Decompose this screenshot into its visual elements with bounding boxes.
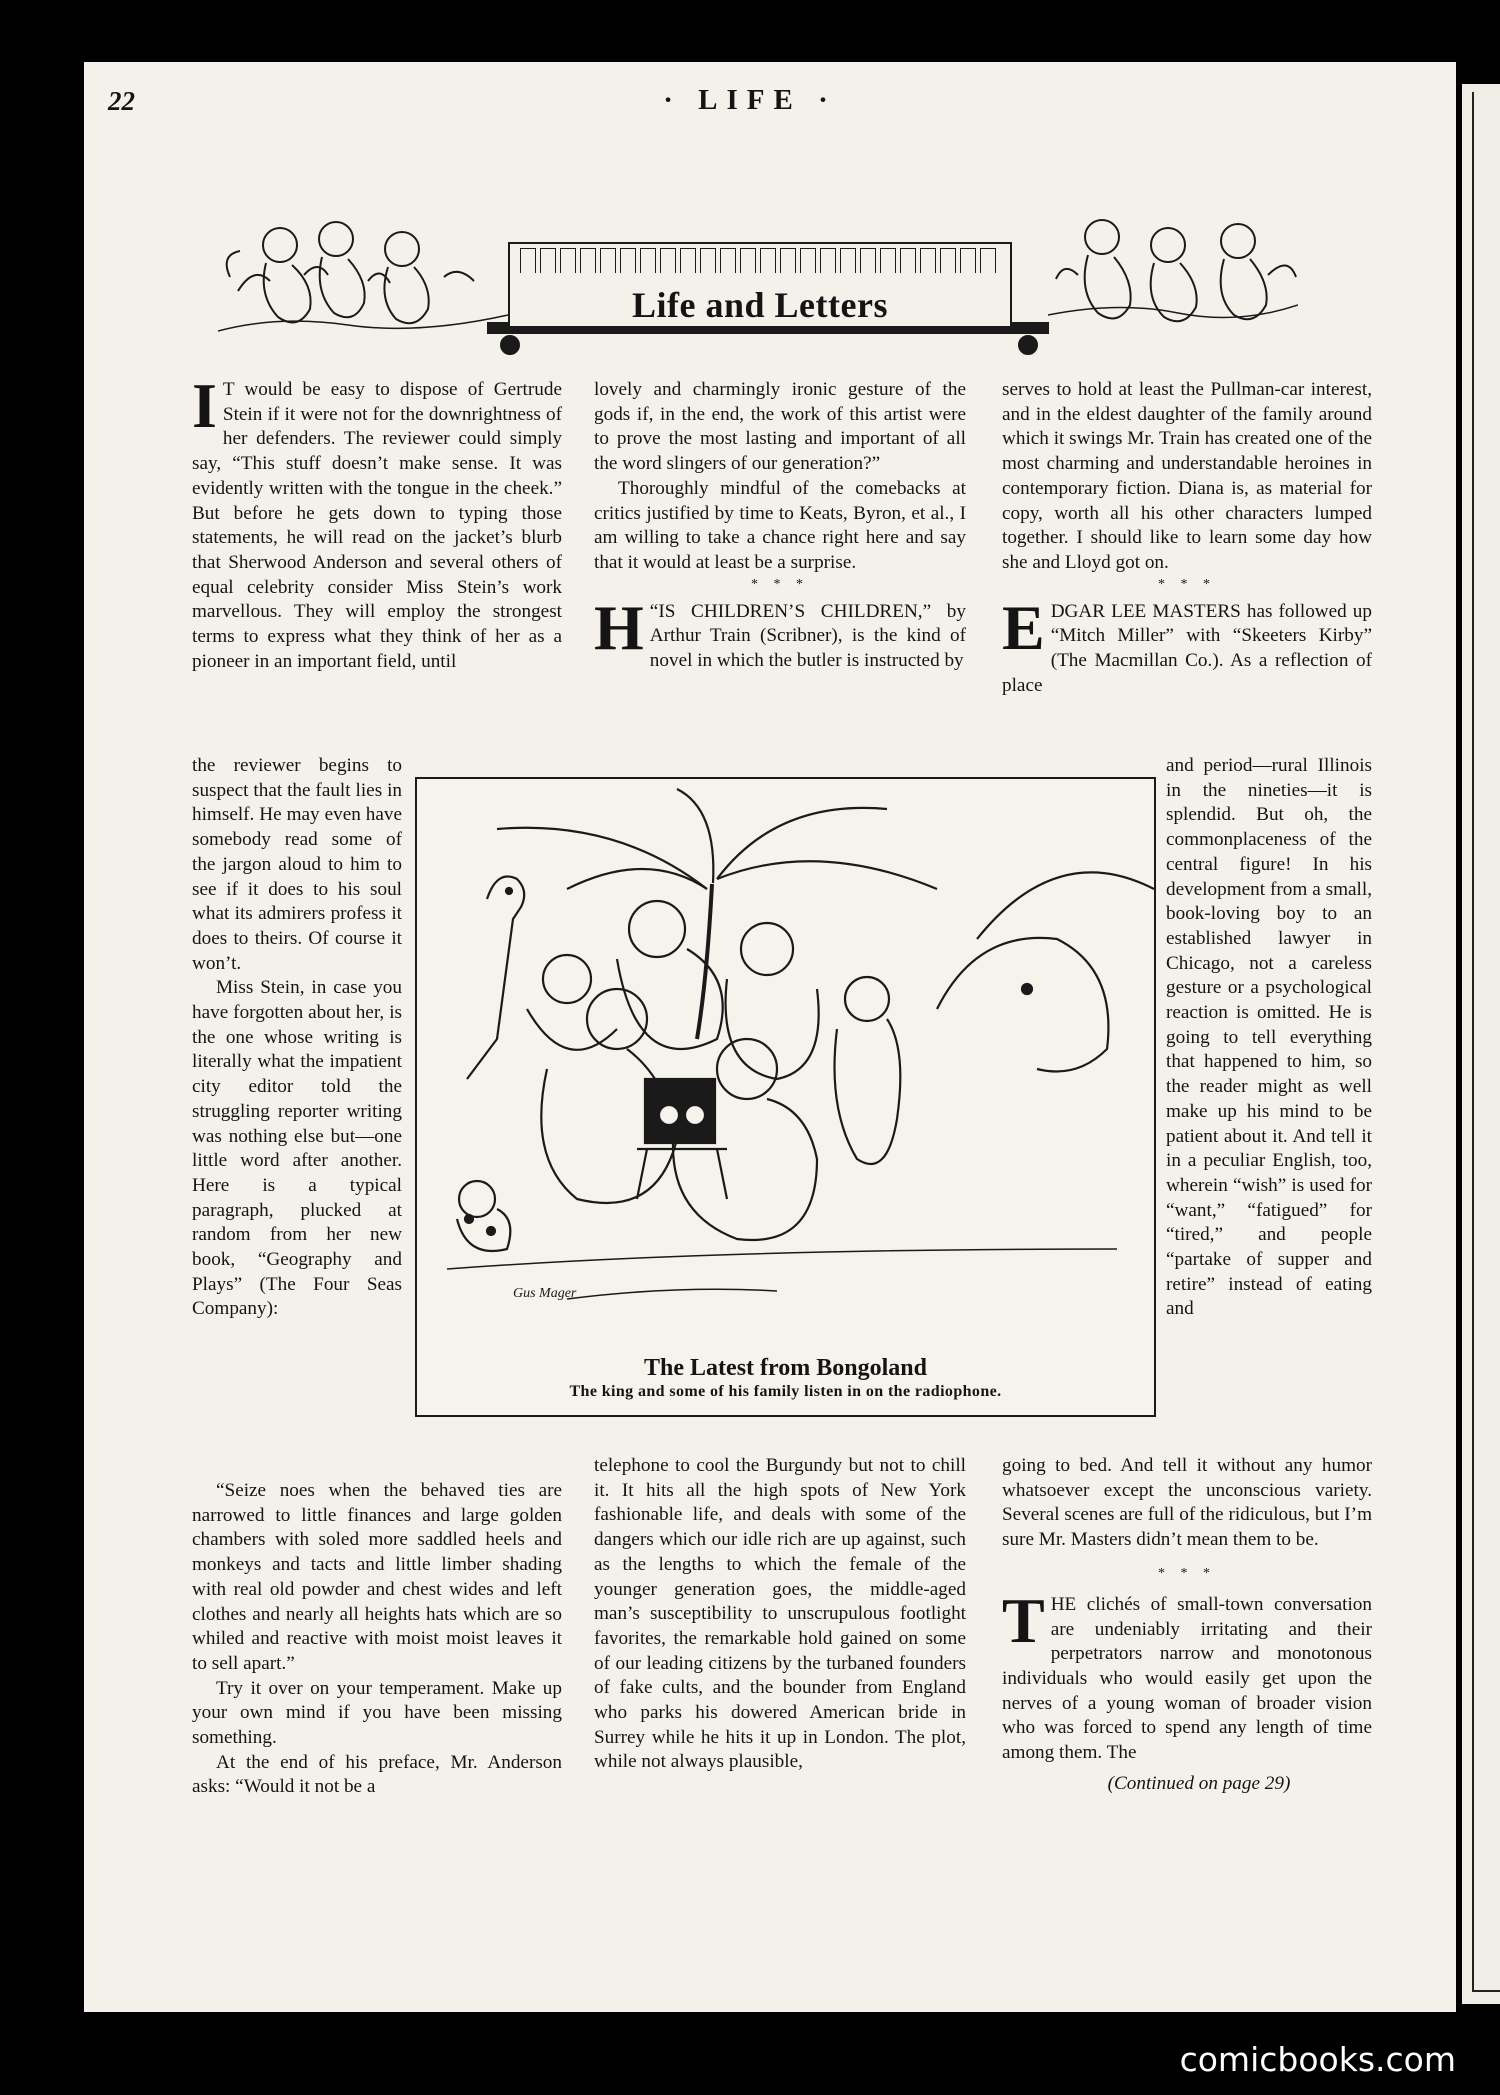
right-column-narrow — [1166, 754, 1372, 1322]
left-column-narrow — [192, 754, 402, 1322]
paragraph: would be easy to dispose of Gertrude Stein if it were not for the downrightness of her defenders. The reviewer could simply say, “This stuff doesn’t make sense. It was evidently written with the tongue in the cheek.” But before he gets down to typing those statements, he will read on the jacket’s blurb that Sherwood Anderson and several others of equal celebrity consider Miss Stein’s work marvellous. They will employ the strongest terms to express what they think of her as a pioneer in an important field, until — [192, 379, 562, 672]
fence-slat — [560, 248, 576, 273]
fence-slat — [980, 248, 996, 273]
fence-slat — [800, 248, 816, 273]
banner-title-frame — [508, 242, 1012, 328]
paragraph: DGAR LEE MASTERS has followed up “Mitch Miller” with “Skeeters Kirby” (The Macmillan Co.). As a reflection of place — [1002, 600, 1372, 696]
running-head: · LIFE · — [663, 84, 837, 116]
fence-slat — [880, 248, 896, 273]
dropcap-h: H — [594, 591, 644, 663]
fence-slat — [920, 248, 936, 273]
fence-slat — [580, 248, 596, 273]
page-number: 22 — [108, 86, 135, 116]
banner-title: Life and Letters — [632, 285, 888, 325]
fence-slat — [520, 248, 536, 273]
paragraph: Miss Stein, in case you have forgotten about her, is the one whose writing is literally what the impatient city editor told the struggling reporter writing was nothing else but—one little word after another. Here is a typical paragraph, plucked at random from her new book, “Geography and Plays” (The Four Seas Company): — [192, 977, 402, 1320]
section-banner — [218, 205, 1298, 365]
paragraph: telephone to cool the Burgundy but not to chill it. It hits all the high spots of New York fashionable life, and deals with some of the dangers which our idle rich are up against, such as the lengths to which the female of the younger generation goes, the middle-aged man’s susceptibility to unscrupulous footlight favorites, the remarkable hold gained on some of our leading citizens by the turbaned founders of fake cults, and the bounder from England who parks his dowered American bride in Surrey while he hits it up in London. The plot, while not always plausible, — [594, 1455, 966, 1773]
cartoon-caption-title: The Latest from Bongoland — [644, 1355, 927, 1381]
fence-slat — [740, 248, 756, 273]
fence-slat — [960, 248, 976, 273]
dropcap-i: I — [192, 370, 217, 441]
dropcap-e: E — [1002, 591, 1045, 663]
left-column-top — [192, 370, 562, 674]
paragraph: HE clichés of small-town conversation are undeniably irritating and their perpetrators narrow and monotonous individuals who would easily get upon the nerves of a young woman of broader vision who was forced to spend any length of time among them. The — [1002, 1593, 1372, 1764]
fence-slat — [700, 248, 716, 273]
artist-signature: Gus Mager — [513, 1286, 577, 1301]
section-divider: * * * — [1158, 1565, 1216, 1581]
paragraph: IS CHILDREN’S CHILDREN,” by Arthur Train (Scribner), is the kind of novel in which the butler is instructed by — [649, 600, 966, 672]
fence-slat — [780, 248, 796, 273]
fence-slat — [680, 248, 696, 273]
fence-slat — [840, 248, 856, 273]
radiophone-cartoon-illustration — [417, 779, 1154, 1339]
fence-slat — [900, 248, 916, 273]
cartoon-figure — [415, 777, 1156, 1417]
adjacent-page-edge — [1462, 84, 1500, 2004]
right-column-bottom — [1002, 1454, 1372, 1796]
open-quote: “ — [649, 600, 659, 622]
left-column-bottom — [192, 1479, 562, 1800]
paragraph: the reviewer begins to suspect that the fault lies in himself. He may even have somebody read some of the jargon aloud to him to see if it does to his soul what its admirers profess it does to theirs. Of course it won’t. — [192, 755, 402, 974]
fence-slat — [540, 248, 556, 273]
middle-column-top — [594, 378, 966, 674]
fence-slat — [620, 248, 636, 273]
paragraph: lovely and charmingly ironic gesture of the gods if, in the end, the work of this artist were to prove the most lasting and important of all the word slingers of our generation?” — [594, 379, 966, 475]
fence-slat — [720, 248, 736, 273]
fence-slat — [760, 248, 776, 273]
fence-slat — [860, 248, 876, 273]
fence-slat — [940, 248, 956, 273]
paragraph: At the end of his preface, Mr. Anderson asks: “Would it not be a — [192, 1751, 562, 1798]
source-watermark: comicbooks.com — [1179, 2040, 1456, 2079]
fence-slat — [820, 248, 836, 273]
continued-note: (Continued on page 29) — [1107, 1772, 1291, 1794]
right-column-top — [1002, 378, 1372, 698]
dropcap-t: T — [1002, 1584, 1045, 1656]
section-divider: * * * — [1158, 576, 1216, 592]
paragraph: Try it over on your temperament. Make up your own mind if you have been missing something. — [192, 1677, 562, 1749]
dropcap-rest: T — [222, 379, 235, 400]
cartoon-caption-subtitle: The king and some of his family listen in on the radiophone. — [569, 1383, 1002, 1400]
fence-slat — [640, 248, 656, 273]
paragraph: going to bed. And tell it without any humor whatsoever except the unconscious variety. Several scenes are full of the ridiculous, but I’m sure Mr. Masters didn’t mean them to be. — [1002, 1455, 1372, 1551]
paragraph: and period—rural Illinois in the nineties—it is splendid. But oh, the commonplaceness of the central figure! In his development from a small, book-loving boy to an established lawyer in Chicago, not a careless gesture or a psychological reaction is omitted. He is going to tell everything that happened to him, so the reader might as well make up his mind to be patient about it. And tell it in a peculiar English, too, wherein “wish” is used for “want,” “fatigued” for “tired,” and people “partake of supper and retire” instead of eating and — [1166, 755, 1372, 1320]
section-divider: * * * — [751, 576, 809, 592]
paragraph: serves to hold at least the Pullman-car interest, and in the eldest daughter of the family around which it swings Mr. Train has created one of the most charming and understandable heroines in contemporary fiction. Diana is, as material for copy, worth all his other characters lumped together. I should like to learn some day how she and Lloyd got on. — [1002, 379, 1372, 573]
paragraph: “Seize noes when the behaved ties are narrowed to little finances and large golden chambers with soled more saddled heels and monkeys and tacts and little limber shading with real old powder and chest wides and left clothes and nearly all heights hats which are so whiled and reactive with moist moist leaves it to sell apart.” — [192, 1480, 562, 1674]
fence-slat — [600, 248, 616, 273]
paragraph: Thoroughly mindful of the comebacks at critics justified by time to Keats, Byron, et al., I am willing to take a chance right here and say that it would at least be a surprise. — [594, 477, 966, 573]
fence-slat — [660, 248, 676, 273]
middle-column-bottom — [594, 1454, 966, 1775]
